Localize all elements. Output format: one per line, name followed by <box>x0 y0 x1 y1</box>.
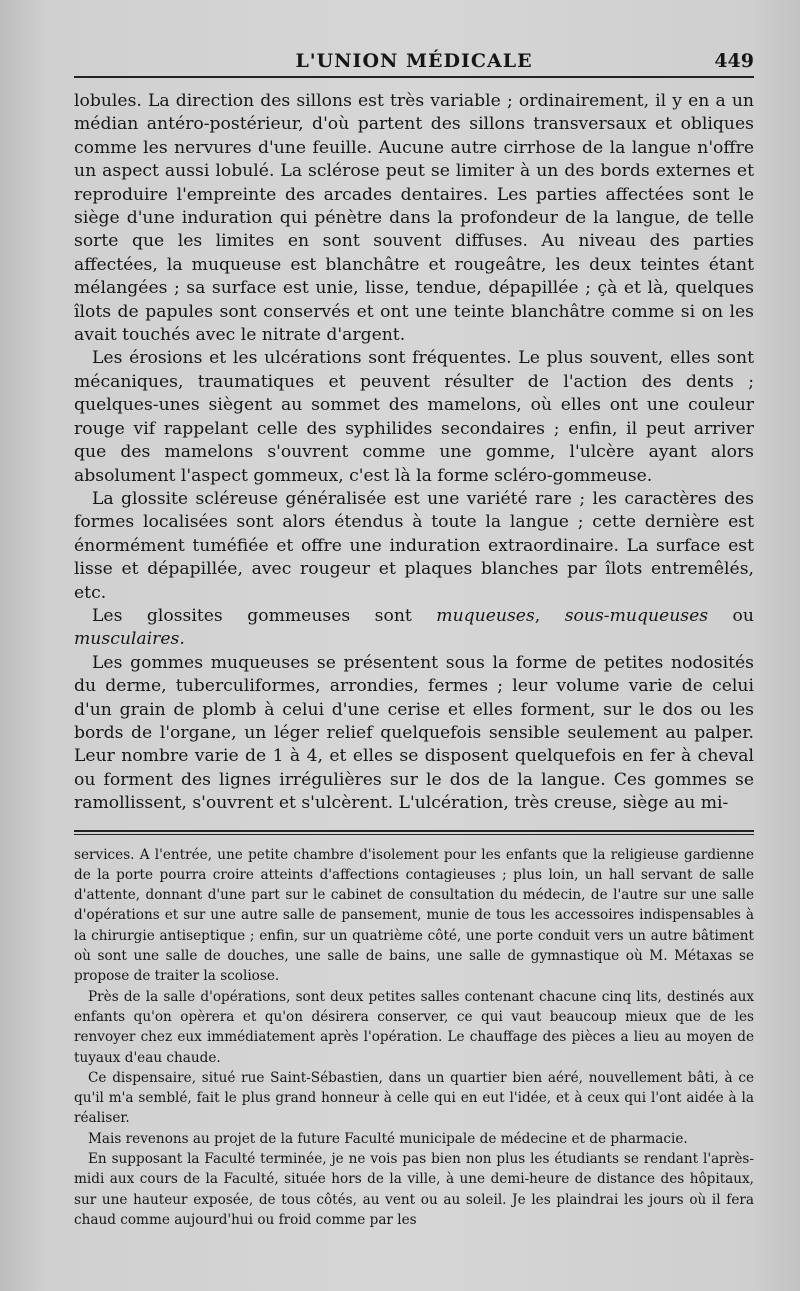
footnote-divider <box>74 830 754 835</box>
main-paragraph: lobules. La direction des sillons est très variable ; ordinairement, il y en a un médian antéro-postérieur, d'où partent des sillons transversaux et obliques comme les nervures d'une feuille. Aucune autre cirrhose de la langue n'offre un aspect aussi lobulé. La sclérose peut se limiter à un des bords externes et reproduire l'empreinte des arcades dentaires. Les parties affectées sont le siège d'une induration qui pénètre dans la profondeur de la langue, de telle sorte que les limites en sont souvent diffuses. Au niveau des parties affectées, la muqueuse est blanchâtre et rougeâtre, les deux teintes étant mélangées ; sa surface est unie, lisse, tendue, dépapillée ; çà et là, quelques îlots de papules sont conservés et ont une teinte blanchâtre comme si on les avait touchés avec le nitrate d'argent. <box>74 91 754 346</box>
conjunction: ou <box>708 605 754 626</box>
main-paragraph: Les gommes muqueuses se présentent sous la forme de petites nodosités du derme, tuberculiformes, arrondies, fermes ; leur volume varie de celui d'un grain de plomb à celui d'une cerise et elles forment, sur le dos ou les bords de l'organe, un léger relief quelquefois sensible seulement au palper. Leur nombre varie de 1 à 4, et elles se disposent quelquefois en fer à cheval ou forment des lignes irrégulières sur le dos de la langue. Ces gommes se ramollissent, s'ouvrent et s'ulcèrent. L'ulcération, très creuse, siège au mi- <box>74 652 754 814</box>
period: . <box>179 629 185 650</box>
main-paragraph: Les érosions et les ulcérations sont fréquentes. Le plus souvent, elles sont mécaniques, traumatiques et peuvent résulter de l'action des dents ; quelques-unes siègent au sommet des mamelons, où elles ont une couleur rouge vif rappelant celle des syphilides secondaires ; enfin, il peut arriver que des mamelons s'ouvrent comme une gomme, l'ulcère ayant alors absolument l'aspect gommeux, c'est là la forme scléro-gommeuse. <box>74 348 754 486</box>
footnote-section <box>74 845 754 1231</box>
page-number: 449 <box>714 50 754 72</box>
page-header <box>74 46 754 78</box>
gommeuses-paragraph <box>74 605 754 652</box>
running-title: L'UNION MÉDICALE <box>295 50 533 72</box>
term-musculaires: musculaires <box>74 629 180 650</box>
gommeuses-lead: Les glossites gommeuses sont <box>92 605 437 626</box>
footnote-paragraph: Près de la salle d'opérations, sont deux petites salles contenant chacune cinq lits, destinés aux enfants qu'on opèrera et qu'on désirera conserver, ce qui vaut beaucoup mieux que de les renvoyer chez eux immédiatement après l'opération. Le chauffage des pièces a lieu au moyen de tuyaux d'eau chaude. <box>74 988 754 1066</box>
main-text <box>74 90 754 816</box>
footnote-paragraph: Mais revenons au projet de la future Faculté municipale de médecine et de pharmacie. <box>88 1130 688 1147</box>
term-muqueuses: muqueuses <box>436 605 535 626</box>
separator: , <box>534 605 565 626</box>
footnote-paragraph: Ce dispensaire, situé rue Saint-Sébastien, dans un quartier bien aéré, nouvellement bâti, à ce qu'il m'a semblé, fait le plus grand honneur à celle qui en eut l'idée, et à ceux qui l'ont aidée à la réaliser. <box>74 1069 754 1127</box>
footnote-paragraph: services. A l'entrée, une petite chambre d'isolement pour les enfants que la religieuse gardienne de la porte pourra croire atteints d'affections contagieuses ; plus loin, un hall servant de salle d'attente, donnant d'une part sur le cabinet de consultation du médecin, de l'autre sur une salle d'opérations et sur une autre salle de pansement, munie de tous les accessoires indispensables à la chirurgie antiseptique ; enfin, sur un quatrième côté, une porte conduit vers un autre bâtiment où sont une salle de douches, une salle de bains, une salle de gymnastique où M. Métaxas se propose de traiter la scoliose. <box>74 846 754 985</box>
main-paragraph: La glossite scléreuse généralisée est une variété rare ; les caractères des formes localisées sont alors étendus à toute la langue ; cette dernière est énormément tuméfiée et offre une induration extraordinaire. La surface est lisse et dépapillée, avec rougeur et plaques blanches par îlots entremêlés, etc. <box>74 488 754 603</box>
term-sous-muqueuses: sous-muqueuses <box>564 605 709 626</box>
footnote-paragraph: En supposant la Faculté terminée, je ne vois pas bien non plus les étudiants se rendant l'après-midi aux cours de la Faculté, située hors de la ville, à une demi-heure de distance des hôpitaux, sur une hauteur exposée, de tous côtés, au vent ou au soleil. Je les plaindrai les jours où il fera chaud comme aujourd'hui ou froid comme par les <box>74 1151 754 1228</box>
